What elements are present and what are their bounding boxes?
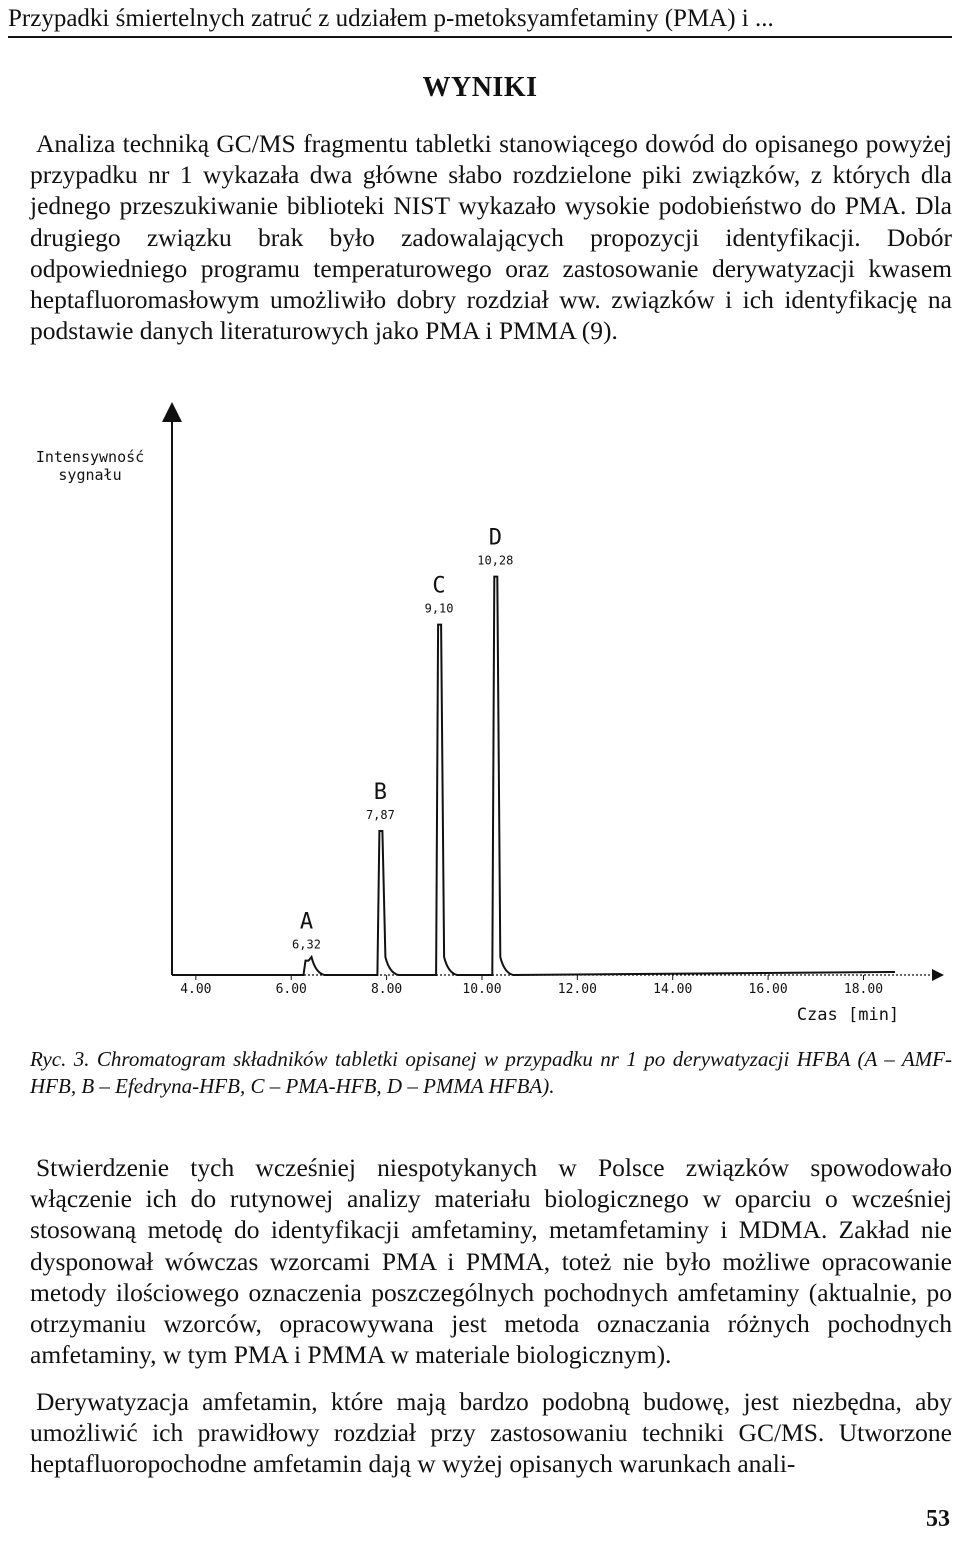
x-tick-label: 6.00 — [275, 982, 307, 997]
chromatogram-figure — [0, 400, 960, 1040]
x-tick-label: 10.00 — [462, 982, 502, 997]
peak-retention-time-c: 9,10 — [424, 601, 454, 616]
x-tick-label: 8.00 — [370, 982, 403, 997]
paragraph-results-1: Analiza techniką GC/MS fragmentu tabletki stanowiącego dowód do opisanego powyżej przypadku nr 1 wykazała dwa główne słabo rozdzielone piki związków, z których dla jednego przeszukiwanie biblioteki NIST wykazało wysokie podobieństwo do PMA. Dla drugiego związku brak było zadowalających propozycji identyfikacji. Dobór odpowiedniego programu temperaturowego oraz zastosowanie derywatyzacji kwasem heptafluoromasłowym umożliwiło dobry rozdział ww. związków i ich identyfikację na podstawie danych literaturowych jako PMA i PMMA (9). — [30, 129, 952, 346]
x-axis-label: Czas [min] — [796, 1005, 900, 1025]
y-axis-label-line2: sygnału — [58, 466, 122, 484]
peak-letter-b: B — [373, 780, 388, 805]
paragraph-discussion-1: Stwierdzenie tych wcześniej niespotykanych w Polsce związków spowodowało włączenie ich do rutynowej analizy materiału biologicznego w oparciu o wcześniej stosowaną metodę do identyfikacji amfetaminy, metamfetaminy i MDMA. Zakład nie dysponował wówczas wzorcami PMA i PMMA, toteż nie było możliwe opracowanie metody ilościowego oznaczenia poszczególnych pochodnych amfetaminy (aktualnie, po otrzymaniu wzorców, opracowywana jest metoda oznaczania różnych pochodnych amfetaminy, w tym PMA i PMMA w materiale biologicznym). — [30, 1153, 952, 1370]
peak-letter-c: C — [432, 573, 446, 599]
peak-letter-d: D — [488, 525, 502, 551]
x-tick-label: 12.00 — [557, 982, 597, 997]
x-tick-label: 14.00 — [653, 982, 693, 997]
peak-retention-time-b: 7,87 — [365, 808, 395, 822]
running-head: Przypadki śmiertelnych zatruć z udziałem p-metoksyamfetaminy (PMA) i ... — [8, 4, 952, 38]
peak-retention-time-a: 6,32 — [292, 937, 321, 952]
chromatogram-trace — [172, 577, 895, 975]
peak-letter-a: A — [299, 909, 314, 935]
section-title: WYNIKI — [422, 72, 538, 103]
figure-caption: Ryc. 3. Chromatogram składników tabletki opisanej w przypadku nr 1 po derywatyzacji HFBA (A – AMF-HFB, B – Efedryna-HFB, C – PMA-HFB, D – PMMA HFBA). — [30, 1047, 952, 1098]
paragraph-discussion-2: Derywatyzacja amfetamin, które mają bardzo podobną budowę, jest niezbędna, aby umożliwić ich prawidłowy rozdział przy zastosowaniu techniki GC/MS. Utworzone heptafluoropochodne amfetamin dają w wyżej opisanych warunkach anali- — [30, 1387, 952, 1479]
x-tick-label: 4.00 — [180, 982, 212, 997]
x-tick-label: 18.00 — [843, 982, 884, 997]
y-axis-label-line1: Intensywność — [35, 448, 145, 466]
x-tick-label: 16.00 — [748, 982, 788, 997]
page-number: 53 — [926, 1506, 950, 1532]
chromatogram-chart — [0, 400, 960, 1040]
peak-retention-time-d: 10,28 — [477, 553, 514, 568]
